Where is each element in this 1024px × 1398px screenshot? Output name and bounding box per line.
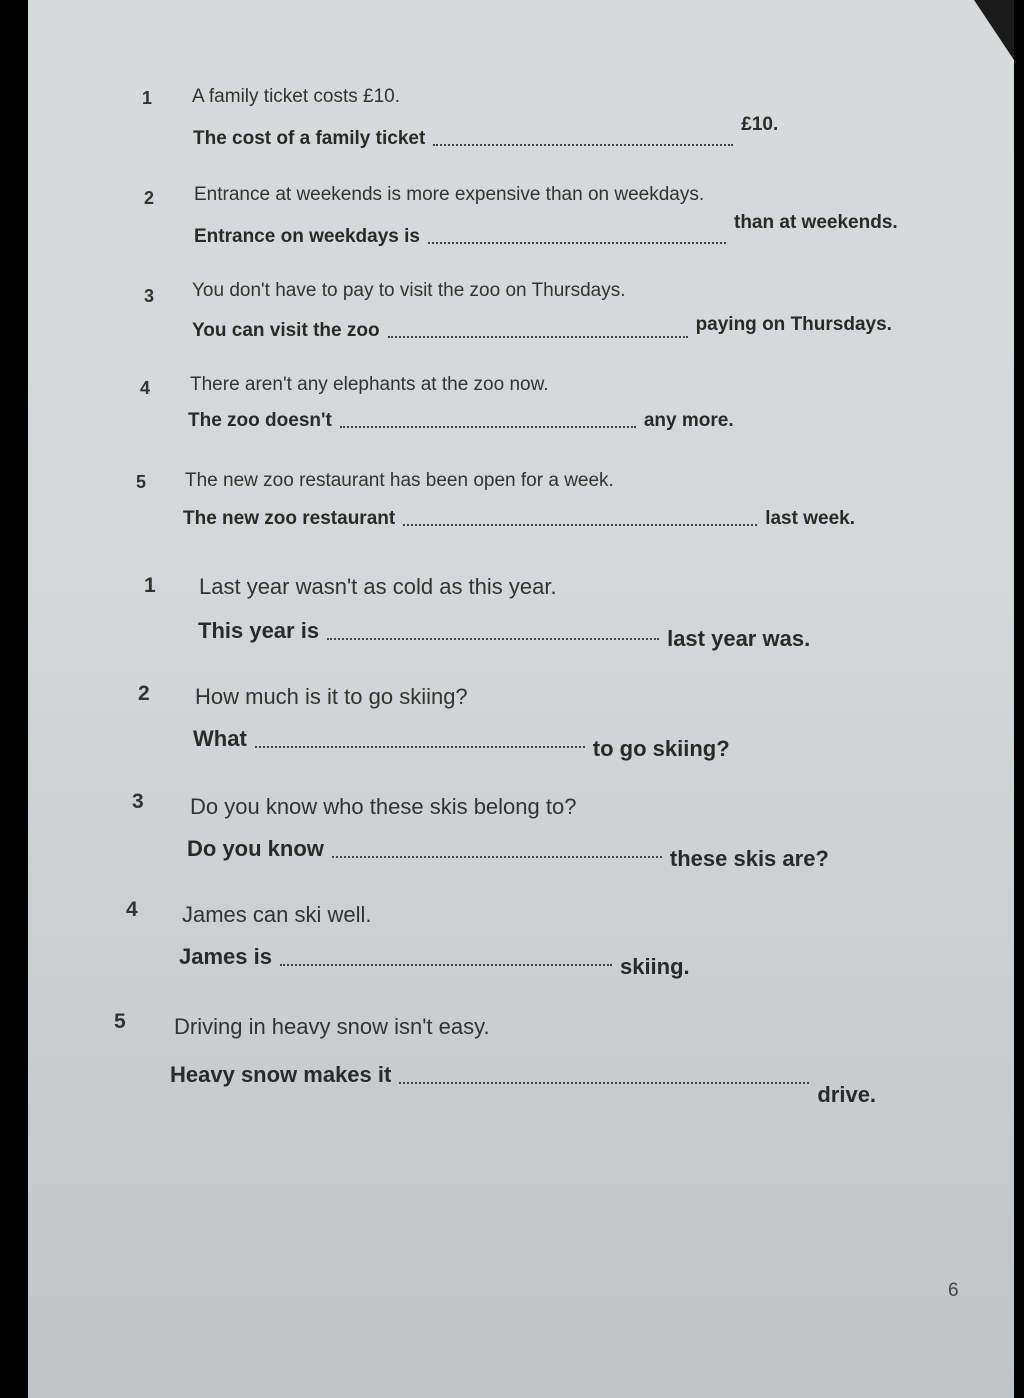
item-number: 5 — [114, 1010, 126, 1033]
item-answer-line — [187, 836, 829, 871]
answer-tail: to go skiing? — [592, 736, 730, 761]
answer-lead: Do you know — [187, 836, 324, 861]
item-answer-line — [194, 212, 898, 248]
item-number: 3 — [132, 790, 144, 813]
answer-tail: paying on Thursdays. — [695, 314, 892, 335]
answer-blank[interactable] — [280, 963, 612, 966]
answer-blank[interactable] — [332, 855, 662, 858]
item-question: How much is it to go skiing? — [195, 684, 468, 709]
item-answer-line — [170, 1062, 877, 1107]
item-answer-line — [192, 310, 892, 342]
answer-lead: The zoo doesn't — [188, 410, 332, 431]
item-question: Entrance at weekends is more expensive than on weekdays. — [194, 184, 705, 205]
item-question: A family ticket costs £10. — [192, 86, 401, 107]
item-number: 4 — [140, 378, 151, 398]
answer-blank[interactable] — [327, 637, 659, 640]
answer-tail: than at weekends. — [734, 212, 898, 233]
answer-lead: This year is — [198, 618, 320, 643]
answer-blank[interactable] — [403, 523, 757, 526]
answer-lead: Entrance on weekdays is — [194, 226, 420, 247]
answer-lead: Heavy snow makes it — [170, 1062, 392, 1087]
answer-lead: James is — [179, 944, 272, 969]
answer-lead: You can visit the zoo — [192, 320, 380, 341]
answer-lead: The cost of a family ticket — [193, 128, 426, 149]
answer-tail: any more. — [643, 410, 734, 431]
answer-tail: these skis are? — [669, 846, 829, 871]
answer-blank[interactable] — [399, 1081, 809, 1084]
item-number: 5 — [136, 472, 147, 492]
item-number: 4 — [126, 898, 138, 921]
answer-blank[interactable] — [428, 241, 726, 244]
item-answer-line — [183, 508, 855, 530]
item-question: James can ski well. — [182, 902, 372, 927]
item-question: Do you know who these skis belong to? — [190, 794, 577, 819]
answer-tail: last week. — [765, 508, 855, 529]
item-answer-line — [198, 618, 811, 651]
item-number: 2 — [144, 188, 155, 208]
item-number: 1 — [144, 574, 156, 597]
answer-blank[interactable] — [388, 335, 688, 338]
answer-lead: What — [193, 726, 247, 751]
answer-blank[interactable] — [255, 745, 585, 748]
answer-tail: £10. — [741, 114, 779, 135]
item-answer-line — [193, 114, 778, 150]
item-question: The new zoo restaurant has been open for a week. — [185, 470, 614, 491]
item-question: You don't have to pay to visit the zoo on Thursdays. — [192, 280, 626, 301]
item-question: Driving in heavy snow isn't easy. — [174, 1014, 490, 1039]
item-number: 1 — [142, 88, 153, 108]
answer-blank[interactable] — [340, 425, 636, 428]
answer-tail: skiing. — [619, 954, 690, 979]
item-question: There aren't any elephants at the zoo now. — [190, 374, 549, 395]
item-answer-line — [193, 726, 730, 761]
item-number: 2 — [138, 682, 150, 705]
page-number: 6 — [948, 1280, 959, 1301]
answer-lead: The new zoo restaurant — [183, 508, 396, 529]
answer-tail: drive. — [817, 1082, 877, 1107]
answer-blank[interactable] — [433, 143, 733, 146]
page-corner-shadow — [974, 0, 1014, 60]
item-answer-line — [188, 410, 734, 432]
answer-tail: last year was. — [667, 626, 811, 651]
item-answer-line — [179, 944, 690, 979]
item-number: 3 — [144, 286, 155, 306]
worksheet-page — [28, 0, 1014, 1398]
item-question: Last year wasn't as cold as this year. — [199, 574, 557, 599]
